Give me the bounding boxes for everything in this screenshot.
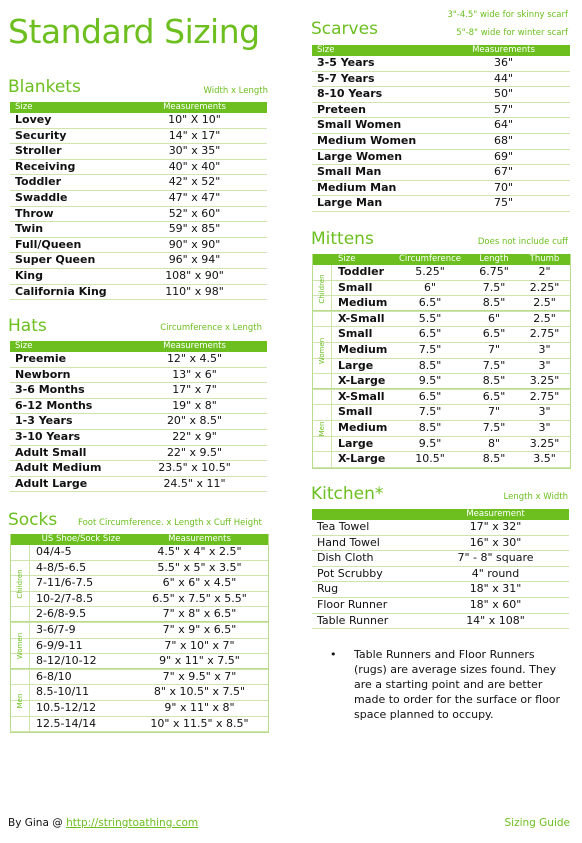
size-cell: 7-11/6-7.5 (31, 576, 131, 592)
column-header: Measurements (131, 534, 268, 545)
table-row (313, 405, 570, 421)
value-cell: 22" x 9.5" (122, 445, 267, 461)
value-cell: 57" (437, 102, 570, 118)
scarves-title: Scarves (311, 19, 378, 39)
value-cell: 17" x 7" (122, 383, 267, 399)
column-header: Size (333, 254, 391, 265)
blankets-title: Blankets (8, 77, 81, 97)
table-row (11, 591, 268, 607)
table-row (10, 476, 267, 492)
size-cell: X-Large (333, 374, 391, 390)
size-cell: X-Small (333, 311, 391, 327)
value-cell: 44" (437, 71, 570, 87)
socks-title: Socks (8, 510, 58, 530)
value-cell: 67" (437, 165, 570, 181)
group-label: Women (16, 632, 24, 660)
size-cell: Rug (312, 582, 422, 598)
kitchen-title: Kitchen* (311, 484, 384, 504)
value-cell: 8.5" (391, 358, 469, 374)
value-cell: 9" x 11" x 7.5" (131, 654, 268, 670)
value-cell: 23.5" x 10.5" (122, 461, 267, 477)
size-cell: 12.5-14/14 (31, 716, 131, 732)
scarves-table (312, 45, 570, 212)
value-cell: 20" x 8.5" (122, 414, 267, 430)
size-cell: X-Small (333, 389, 391, 405)
table-row (11, 638, 268, 654)
size-cell: Twin (10, 222, 122, 238)
value-cell: 8.5" (469, 452, 519, 468)
value-cell: 30" x 35" (122, 144, 267, 160)
socks-table-frame (10, 534, 269, 733)
group-divider (313, 310, 570, 311)
column-header: Measurement (422, 509, 569, 520)
size-cell: Throw (10, 206, 122, 222)
group-label: Children (16, 569, 24, 599)
size-cell: Small Women (312, 118, 437, 134)
value-cell: 6.5" (469, 327, 519, 343)
size-cell: Preemie (10, 352, 122, 367)
page-title: Standard Sizing (8, 12, 260, 51)
value-cell: 6.5" (391, 327, 469, 343)
table-row (313, 420, 570, 436)
value-cell: 7.5" (469, 358, 519, 374)
column-header: Length (469, 254, 519, 265)
value-cell: 3" (519, 405, 570, 421)
value-cell: 7" x 9.5" x 7" (131, 669, 268, 685)
footer-by-text: By Gina @ (8, 817, 67, 829)
value-cell: 18" x 60" (422, 597, 569, 613)
value-cell: 19" x 8" (122, 398, 267, 414)
size-cell: 3-5 Years (312, 56, 437, 71)
value-cell: 6.5" (391, 296, 469, 312)
kitchen-footnote: Table Runners and Floor Runners (rugs) are average sizes found. They are a starting point and are better made to order for the surface or floor space planned to occupy. (354, 648, 561, 721)
table-row (312, 118, 570, 134)
value-cell: 110" x 98" (122, 284, 267, 300)
table-row (313, 296, 570, 312)
value-cell: 22" x 9" (122, 429, 267, 445)
kitchen-note: Length x Width (503, 492, 568, 502)
group-label-cell (313, 265, 332, 312)
value-cell: 6.5" x 7.5" x 5.5" (131, 591, 268, 607)
socks-table (11, 534, 268, 732)
table-row (313, 374, 570, 390)
table-row (11, 669, 268, 685)
value-cell: 12" x 4.5" (122, 352, 267, 367)
value-cell: 17" x 32" (422, 520, 569, 535)
size-cell: 3-6/7-9 (31, 622, 131, 638)
size-cell: Security (10, 128, 122, 144)
table-row (312, 520, 569, 535)
table-row (312, 71, 570, 87)
size-cell: Tea Towel (312, 520, 422, 535)
size-cell: Toddler (10, 175, 122, 191)
size-cell: Floor Runner (312, 597, 422, 613)
size-cell: 4-8/5-6.5 (31, 560, 131, 576)
table-row (313, 436, 570, 452)
bullet-icon: • (330, 648, 337, 661)
table-row (10, 445, 267, 461)
size-cell: Medium Women (312, 133, 437, 149)
value-cell: 8" (469, 436, 519, 452)
size-cell: 3-6 Months (10, 383, 122, 399)
size-cell: 6-12 Months (10, 398, 122, 414)
table-row (10, 159, 267, 175)
value-cell: 13" x 6" (122, 367, 267, 383)
table-row (10, 222, 267, 238)
table-row (11, 685, 268, 701)
value-cell: 7" x 9" x 6.5" (131, 622, 268, 638)
size-cell: Medium (333, 296, 391, 312)
table-row (10, 367, 267, 383)
value-cell: 42" x 52" (122, 175, 267, 191)
table-row (10, 253, 267, 269)
size-cell: Full/Queen (10, 237, 122, 253)
mittens-table-frame (312, 254, 571, 469)
table-row (10, 268, 267, 284)
table-row (11, 716, 268, 732)
column-header (312, 509, 422, 520)
column-header: US Shoe/Sock Size (31, 534, 131, 545)
value-cell: 4" round (422, 566, 569, 582)
size-cell: Hand Towel (312, 535, 422, 551)
value-cell: 6.5" (469, 389, 519, 405)
value-cell: 10.5" (391, 452, 469, 468)
value-cell: 47" x 47" (122, 190, 267, 206)
value-cell: 10" X 10" (122, 113, 267, 128)
size-cell: 6-9/9-11 (31, 638, 131, 654)
size-cell: Stroller (10, 144, 122, 160)
size-cell: Large (333, 358, 391, 374)
table-row (10, 414, 267, 430)
value-cell: 75" (437, 196, 570, 212)
value-cell: 36" (437, 56, 570, 71)
value-cell: 2.75" (519, 389, 570, 405)
value-cell: 7" x 8" x 6.5" (131, 607, 268, 623)
value-cell: 6" x 6" x 4.5" (131, 576, 268, 592)
value-cell: 3" (519, 358, 570, 374)
column-header: Size (312, 45, 437, 56)
value-cell: 90" x 90" (122, 237, 267, 253)
table-row (312, 551, 569, 567)
size-cell: Dish Cloth (312, 551, 422, 567)
table-row (313, 358, 570, 374)
table-row (313, 265, 570, 280)
column-header: Size (10, 102, 122, 113)
table-row (10, 398, 267, 414)
value-cell: 7.5" (469, 420, 519, 436)
table-row (10, 429, 267, 445)
value-cell: 18" x 31" (422, 582, 569, 598)
table-row (312, 165, 570, 181)
table-row (312, 149, 570, 165)
group-label-cell (313, 311, 332, 390)
value-cell: 3.25" (519, 436, 570, 452)
value-cell: 2" (519, 265, 570, 280)
table-row (10, 206, 267, 222)
value-cell: 2.75" (519, 327, 570, 343)
size-cell: Super Queen (10, 253, 122, 269)
group-divider (313, 388, 570, 389)
table-row (10, 175, 267, 191)
table-row (11, 622, 268, 638)
value-cell: 24.5" x 11" (122, 476, 267, 492)
value-cell: 64" (437, 118, 570, 134)
value-cell: 9.5" (391, 374, 469, 390)
value-cell: 6.5" (391, 389, 469, 405)
size-cell: 8.5-10/11 (31, 685, 131, 701)
column-header: Size (10, 341, 122, 352)
scarves-note-winter: 5"-8" wide for winter scarf (456, 28, 568, 38)
blankets-table (10, 102, 267, 300)
value-cell: 50" (437, 87, 570, 103)
table-row (11, 700, 268, 716)
table-row (10, 128, 267, 144)
size-cell: 10.5-12/12 (31, 700, 131, 716)
group-label: Men (16, 693, 24, 708)
value-cell: 8" x 10.5" x 7.5" (131, 685, 268, 701)
group-label-cell (11, 622, 30, 670)
value-cell: 70" (437, 180, 570, 196)
table-row (312, 566, 569, 582)
size-cell: Medium Man (312, 180, 437, 196)
table-row (313, 389, 570, 405)
table-row (10, 190, 267, 206)
mittens-title: Mittens (311, 229, 374, 249)
table-row (11, 654, 268, 670)
size-cell: California King (10, 284, 122, 300)
size-cell: Large Women (312, 149, 437, 165)
value-cell: 6" (469, 311, 519, 327)
size-cell: Adult Large (10, 476, 122, 492)
value-cell: 3" (519, 342, 570, 358)
value-cell: 2.5" (519, 311, 570, 327)
table-row (312, 597, 569, 613)
size-cell: 1-3 Years (10, 414, 122, 430)
table-row (10, 352, 267, 367)
value-cell: 6" (391, 280, 469, 296)
table-row (10, 383, 267, 399)
size-cell: Table Runner (312, 613, 422, 629)
group-label-cell (11, 545, 30, 623)
size-cell: Preteen (312, 102, 437, 118)
size-cell: Small (333, 327, 391, 343)
value-cell: 14" x 17" (122, 128, 267, 144)
column-header: Measurements (122, 341, 267, 352)
value-cell: 6.75" (469, 265, 519, 280)
value-cell: 108" x 90" (122, 268, 267, 284)
size-cell: Lovey (10, 113, 122, 128)
value-cell: 9" x 11" x 8" (131, 700, 268, 716)
value-cell: 68" (437, 133, 570, 149)
value-cell: 14" x 108" (422, 613, 569, 629)
size-cell: 10-2/7-8.5 (31, 591, 131, 607)
value-cell: 7.5" (469, 280, 519, 296)
value-cell: 10" x 11.5" x 8.5" (131, 716, 268, 732)
table-row (313, 452, 570, 468)
mittens-table (313, 254, 570, 468)
value-cell: 7" (469, 405, 519, 421)
table-row (313, 342, 570, 358)
value-cell: 7.5" (391, 405, 469, 421)
value-cell: 8.5" (391, 420, 469, 436)
group-divider (11, 668, 268, 669)
footer-link[interactable]: http://stringtoathing.com (66, 817, 199, 829)
value-cell: 9.5" (391, 436, 469, 452)
value-cell: 59" x 85" (122, 222, 267, 238)
size-cell: 8-10 Years (312, 87, 437, 103)
value-cell: 52" x 60" (122, 206, 267, 222)
value-cell: 96" x 94" (122, 253, 267, 269)
value-cell: 2.5" (519, 296, 570, 312)
table-row (312, 133, 570, 149)
table-row (312, 613, 569, 629)
size-cell: Adult Small (10, 445, 122, 461)
group-label: Women (318, 337, 326, 364)
size-cell: King (10, 268, 122, 284)
value-cell: 7" x 10" x 7" (131, 638, 268, 654)
value-cell: 3.5" (519, 452, 570, 468)
size-cell: Large (333, 436, 391, 452)
scarves-note-skinny: 3"-4.5" wide for skinny scarf (447, 10, 568, 20)
value-cell: 7.5" (391, 342, 469, 358)
group-label: Children (318, 273, 326, 304)
group-divider (11, 621, 268, 622)
table-row (313, 280, 570, 296)
table-row (10, 461, 267, 477)
hats-table (10, 341, 267, 492)
group-label: Men (318, 421, 326, 436)
table-row (312, 535, 569, 551)
table-row (312, 180, 570, 196)
size-cell: Small (333, 280, 391, 296)
table-row (10, 144, 267, 160)
group-label-cell (11, 669, 30, 732)
table-row (312, 87, 570, 103)
value-cell: 2.25" (519, 280, 570, 296)
size-cell: Receiving (10, 159, 122, 175)
value-cell: 69" (437, 149, 570, 165)
size-cell: X-Large (333, 452, 391, 468)
size-cell: Medium (333, 420, 391, 436)
table-row (312, 56, 570, 71)
column-header: Measurements (122, 102, 267, 113)
table-row (313, 327, 570, 343)
size-cell: Adult Medium (10, 461, 122, 477)
value-cell: 5.5" x 5" x 3.5" (131, 560, 268, 576)
value-cell: 3.25" (519, 374, 570, 390)
value-cell: 7" - 8" square (422, 551, 569, 567)
value-cell: 4.5" x 4" x 2.5" (131, 545, 268, 560)
socks-note: Foot Circumference. x Length x Cuff Height (78, 518, 262, 528)
table-row (11, 560, 268, 576)
size-cell: Newborn (10, 367, 122, 383)
table-row (313, 311, 570, 327)
size-cell: 8-12/10-12 (31, 654, 131, 670)
table-row (11, 576, 268, 592)
footer-byline (8, 817, 198, 829)
size-cell: Small (333, 405, 391, 421)
blankets-note: Width x Length (203, 86, 268, 96)
size-cell: Small Man (312, 165, 437, 181)
table-row (10, 113, 267, 128)
hats-title: Hats (8, 316, 47, 336)
footer-title: Sizing Guide (504, 817, 570, 829)
table-row (11, 545, 268, 560)
value-cell: 5.25" (391, 265, 469, 280)
value-cell: 8.5" (469, 296, 519, 312)
table-row (10, 237, 267, 253)
size-cell: Pot Scrubby (312, 566, 422, 582)
column-header: Measurements (437, 45, 570, 56)
hats-note: Circumference x Length (160, 323, 262, 333)
size-cell: Swaddle (10, 190, 122, 206)
value-cell: 7" (469, 342, 519, 358)
table-row (312, 196, 570, 212)
table-row (312, 102, 570, 118)
value-cell: 40" x 40" (122, 159, 267, 175)
column-header: Thumb (519, 254, 570, 265)
value-cell: 5.5" (391, 311, 469, 327)
value-cell: 16" x 30" (422, 535, 569, 551)
size-cell: Medium (333, 342, 391, 358)
mittens-note: Does not include cuff (477, 237, 568, 247)
column-header: Circumference (391, 254, 469, 265)
table-row (312, 582, 569, 598)
size-cell: Large Man (312, 196, 437, 212)
table-row (10, 284, 267, 300)
group-label-cell (313, 389, 332, 468)
size-cell: Toddler (333, 265, 391, 280)
value-cell: 8.5" (469, 374, 519, 390)
size-cell: 6-8/10 (31, 669, 131, 685)
size-cell: 04/4-5 (31, 545, 131, 560)
size-cell: 2-6/8-9.5 (31, 607, 131, 623)
kitchen-table (312, 509, 569, 629)
value-cell: 3" (519, 420, 570, 436)
size-cell: 5-7 Years (312, 71, 437, 87)
size-cell: 3-10 Years (10, 429, 122, 445)
